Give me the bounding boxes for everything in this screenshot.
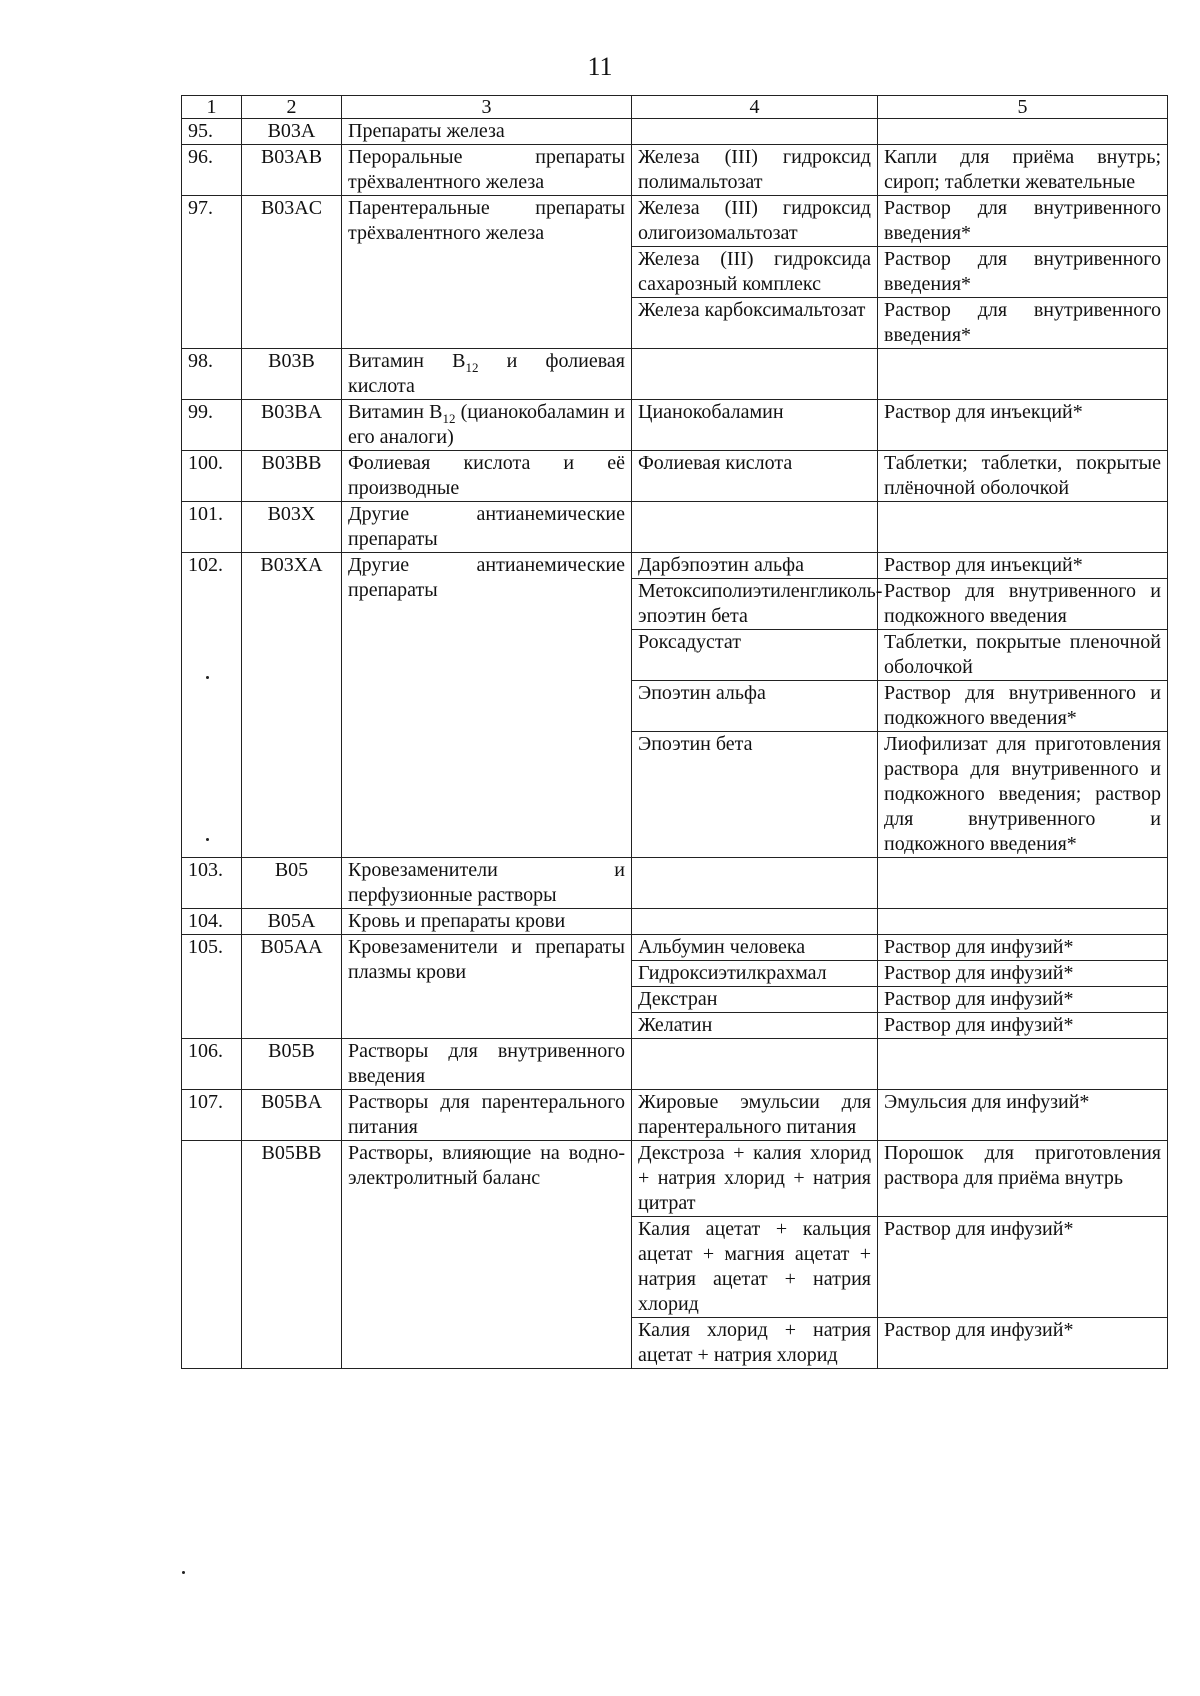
row-number: 103.	[182, 858, 242, 909]
row-number: 102.	[182, 553, 242, 858]
pharmacological-group: Парентеральные препараты трёхвалентного железа	[342, 196, 632, 349]
dosage-form	[878, 909, 1168, 935]
table-row	[182, 909, 1168, 935]
pharmacological-group: Растворы для парентерального питания	[342, 1090, 632, 1141]
table-row	[182, 502, 1168, 553]
row-number: 97.	[182, 196, 242, 349]
dosage-form: Капли для приёма внутрь; сироп; таблетки жевательные	[878, 145, 1168, 196]
drug-name: Альбумин человека	[632, 935, 878, 961]
dosage-form: Раствор для внутривенного введения*	[878, 247, 1168, 298]
atc-code: B05B	[242, 1039, 342, 1090]
row-number: 104.	[182, 909, 242, 935]
drug-name: Жировые эмульсии для парентерального питания	[632, 1090, 878, 1141]
atc-code: B05BA	[242, 1090, 342, 1141]
pharmacological-group: Другие антианемические препараты	[342, 553, 632, 858]
drug-name: Декстран	[632, 987, 878, 1013]
pharmacological-group: Растворы, влияющие на водно-электролитный баланс	[342, 1141, 632, 1369]
header-col-5: 5	[878, 96, 1168, 119]
header-row	[182, 96, 1168, 119]
atc-code: B03BA	[242, 400, 342, 451]
atc-code: B03XA	[242, 553, 342, 858]
atc-code: B03B	[242, 349, 342, 400]
drug-name: Эпоэтин альфа	[632, 681, 878, 732]
table-row	[182, 858, 1168, 909]
group-subscript: 12	[442, 411, 456, 426]
pharmacological-group: Кровезаменители и препараты плазмы крови	[342, 935, 632, 1039]
pharmacological-group	[342, 349, 632, 400]
dosage-form: Эмульсия для инфузий*	[878, 1090, 1168, 1141]
medication-table	[181, 95, 1168, 1369]
dosage-form: Раствор для инфузий*	[878, 1013, 1168, 1039]
dosage-form	[878, 1039, 1168, 1090]
drug-name: Калия хлорид + натрия ацетат + натрия хлорид	[632, 1318, 878, 1369]
table-row	[182, 553, 1168, 579]
pharmacological-group: Кровь и препараты крови	[342, 909, 632, 935]
drug-name: Цианокобаламин	[632, 400, 878, 451]
scan-mark	[206, 838, 209, 841]
dosage-form: Раствор для инъекций*	[878, 400, 1168, 451]
table-row	[182, 1039, 1168, 1090]
drug-name: Гидроксиэтилкрахмал	[632, 961, 878, 987]
dosage-form: Раствор для инфузий*	[878, 987, 1168, 1013]
drug-name: Железа (III) гидроксид олигоизомальтозат	[632, 196, 878, 247]
header-col-3: 3	[342, 96, 632, 119]
row-number: 107.	[182, 1090, 242, 1141]
header-col-1: 1	[182, 96, 242, 119]
dosage-form: Раствор для инфузий*	[878, 1217, 1168, 1318]
group-text-start: Витамин B	[348, 350, 466, 372]
drug-name	[632, 1039, 878, 1090]
atc-code: B03BB	[242, 451, 342, 502]
drug-name: Дарбэпоэтин альфа	[632, 553, 878, 579]
dosage-form	[878, 349, 1168, 400]
pharmacological-group: Препараты железа	[342, 119, 632, 145]
atc-code: B03A	[242, 119, 342, 145]
header-col-4: 4	[632, 96, 878, 119]
table-row	[182, 451, 1168, 502]
dosage-form	[878, 502, 1168, 553]
drug-name	[632, 349, 878, 400]
atc-code: B05A	[242, 909, 342, 935]
dosage-form: Таблетки, покрытые пленочной оболочкой	[878, 630, 1168, 681]
row-number: 99.	[182, 400, 242, 451]
row-number: 98.	[182, 349, 242, 400]
drug-name: Метоксиполиэтиленгликоль-эпоэтин бета	[632, 579, 878, 630]
dosage-form: Раствор для инъекций*	[878, 553, 1168, 579]
pharmacological-group: Кровезаменители и перфузионные растворы	[342, 858, 632, 909]
dosage-form: Раствор для внутривенного введения*	[878, 196, 1168, 247]
table-row	[182, 935, 1168, 961]
dosage-form: Раствор для внутривенного и подкожного введения	[878, 579, 1168, 630]
dosage-form	[878, 858, 1168, 909]
dosage-form: Раствор для внутривенного и подкожного введения*	[878, 681, 1168, 732]
pharmacological-group	[342, 400, 632, 451]
drug-name: Калия ацетат + кальция ацетат + магния ацетат + натрия ацетат + натрия хлорид	[632, 1217, 878, 1318]
atc-code: B05AA	[242, 935, 342, 1039]
pharmacological-group: Другие антианемические препараты	[342, 502, 632, 553]
atc-code: B03X	[242, 502, 342, 553]
row-number: 105.	[182, 935, 242, 1039]
dosage-form: Раствор для инфузий*	[878, 961, 1168, 987]
group-subscript: 12	[465, 360, 479, 375]
table-row	[182, 400, 1168, 451]
header-col-2: 2	[242, 96, 342, 119]
row-number: 101.	[182, 502, 242, 553]
group-text-end: и фолиевая кислота	[348, 350, 625, 397]
group-text-start: Витамин B	[348, 401, 443, 423]
row-number: 100.	[182, 451, 242, 502]
table-row	[182, 196, 1168, 247]
dosage-form: Раствор для внутривенного введения*	[878, 298, 1168, 349]
pharmacological-group: Растворы для внутривенного введения	[342, 1039, 632, 1090]
drug-name	[632, 909, 878, 935]
drug-name: Желатин	[632, 1013, 878, 1039]
scan-mark	[206, 676, 209, 679]
scan-mark	[182, 1571, 185, 1574]
row-number	[182, 1141, 242, 1369]
drug-name: Роксадустат	[632, 630, 878, 681]
table-row	[182, 145, 1168, 196]
table-row	[182, 349, 1168, 400]
atc-code: B05	[242, 858, 342, 909]
atc-code: B03AB	[242, 145, 342, 196]
atc-code: B03AC	[242, 196, 342, 349]
row-number: 95.	[182, 119, 242, 145]
table-row	[182, 119, 1168, 145]
row-number: 106.	[182, 1039, 242, 1090]
drug-name: Железа (III) гидроксид полимальтозат	[632, 145, 878, 196]
drug-name: Железа (III) гидроксида сахарозный комплекс	[632, 247, 878, 298]
pharmacological-group: Фолиевая кислота и её производные	[342, 451, 632, 502]
table-row	[182, 1090, 1168, 1141]
dosage-form: Раствор для инфузий*	[878, 1318, 1168, 1369]
table-row	[182, 1141, 1168, 1217]
drug-name	[632, 858, 878, 909]
group-text-end: (цианокобаламин и его аналоги)	[348, 401, 625, 448]
drug-name	[632, 119, 878, 145]
dosage-form: Таблетки; таблетки, покрытые плёночной оболочкой	[878, 451, 1168, 502]
pharmacological-group: Пероральные препараты трёхвалентного железа	[342, 145, 632, 196]
drug-name	[632, 502, 878, 553]
dosage-form: Порошок для приготовления раствора для приёма внутрь	[878, 1141, 1168, 1217]
dosage-form	[878, 119, 1168, 145]
drug-name: Декстроза + калия хлорид + натрия хлорид + натрия цитрат	[632, 1141, 878, 1217]
drug-name: Эпоэтин бета	[632, 732, 878, 858]
dosage-form: Лиофилизат для приготовления раствора для внутривенного и подкожного введения; раствор для внутривенного и подкожного введения*	[878, 732, 1168, 858]
drug-name: Железа карбоксимальтозат	[632, 298, 878, 349]
atc-code: B05BB	[242, 1141, 342, 1369]
drug-name: Фолиевая кислота	[632, 451, 878, 502]
dosage-form: Раствор для инфузий*	[878, 935, 1168, 961]
row-number: 96.	[182, 145, 242, 196]
page-number: 11	[587, 52, 613, 81]
